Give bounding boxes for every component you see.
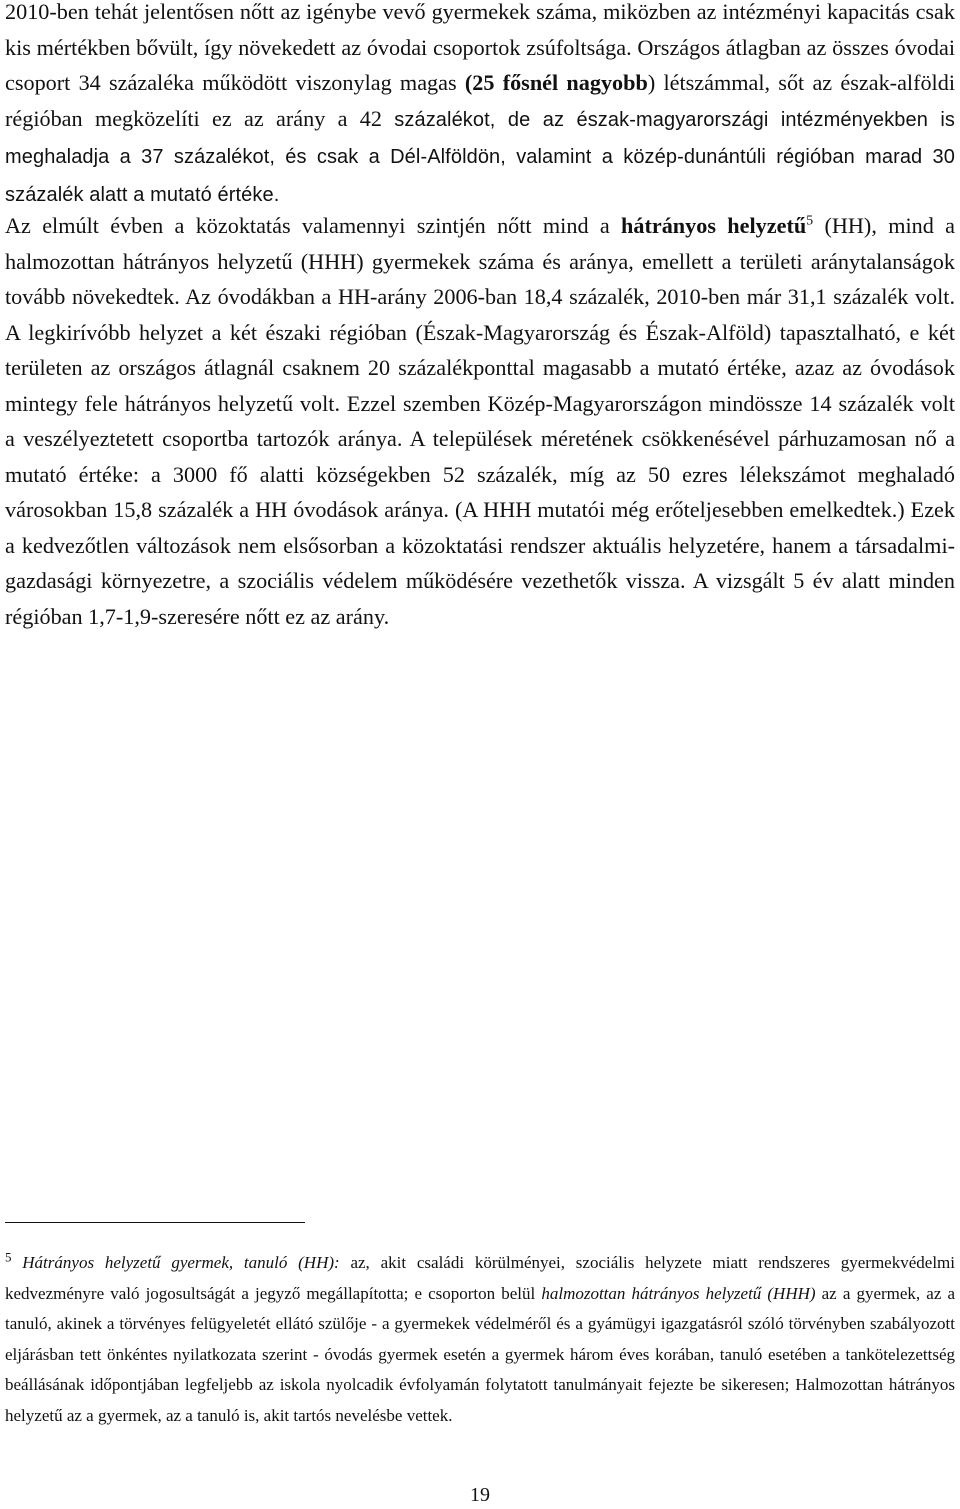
footnote-text-a: az, akit családi körülményei, szociális helyzete miatt rendszeres gyermekvédelmi kedvezményre való jogosultságát a jegyző megállapította; e csoporton belül <box>5 1253 955 1303</box>
footnote-term-hh: Hátrányos helyzetű gyermek, tanuló (HH): <box>22 1253 340 1272</box>
footnote-term-hhh: halmozottan hátrányos helyzetű (HHH) <box>541 1283 816 1303</box>
footnote-reference[interactable]: 5 <box>806 213 814 229</box>
paragraph-2-bold-term: hátrányos helyzetű <box>621 213 807 238</box>
footnote-separator <box>5 1222 305 1223</box>
paragraph-1-text-b: ) létszámmal, sőt az észak-alföldi régióban megközelíti ez az arány a 42 <box>5 70 955 131</box>
footnote-text-b: az a gyermek, az a tanuló, akinek a törvényes felügyeletét ellátó szülője - a gyermekek védelméről és a gyámügyi igazgatásról szóló törvényben szabályozott eljárásban tett önkéntes nyilatkozata szerint - óvodás gyermek esetén a gyermek három éves korában, tanuló esetében a tankötelezettség beállásának időpontjában legfeljebb az iskola nyolcadik évfolyamán folytatott tanulmányait fejezte be sikeresen; Halmozottan hátrányos helyzetű az a gyermek, az a tanuló is, akit tartós nevelésbe vettek. <box>5 1283 956 1425</box>
paragraph-2 <box>5 208 955 634</box>
paragraph-2-text-b: (HH), mind a halmozottan hátrányos helyzetű (HHH) gyermekek száma és aránya, emellett a területi aránytalanságok tovább növekedtek. Az óvodákban a HH-arány 2006-ban 18,4 százalék, 2010-ben már 31,1 százalék volt. A legkirívóbb helyzet a két északi régióban (Észak-Magyarország és Észak-Alföld) tapasztalható, e két területen az országos átlagnál csaknem 20 százalékponttal magasabb a mutató értéke, azaz az óvodások mintegy fele hátrányos helyzetű volt. Ezzel szemben Közép-Magyarországon mindössze 14 százalék volt a veszélyeztetett csoportba tartozók aránya. A települések méretének csökkenésével párhuzamosan nő a mutató értéke: a 3000 fő alatti községekben 52 százalék, míg az 50 ezres lélekszámot meghaladó városokban 15,8 százalék a HH óvodások aránya. (A HHH mutatói még erőteljesebben emelkedtek.) Ezek a kedvezőtlen változások nem elsősorban a közoktatási rendszer aktuális helyzetére, hanem a társadalmi-gazdasági környezetre, a szociális védelem működésére vezethetők vissza. A vizsgált 5 év alatt minden régióban 1,7-1,9-szeresére nőtt ez az arány. <box>5 213 955 629</box>
paragraph-1-text-c: százalékot, de az észak-magyarországi intézményekben is meghaladja a 37 százalékot, és csak a Dél-Alföldön, valamint a közép-dunántúli régióban marad 30 százalék alatt a mutató értéke. <box>5 108 955 206</box>
page-number: 19 <box>470 1484 490 1506</box>
footnote-mark: 5 <box>5 1249 12 1265</box>
paragraph-2-text-a: Az elmúlt évben a közoktatás valamennyi szintjén nőtt mind a <box>5 213 622 238</box>
footnote <box>5 1248 955 1431</box>
paragraph-1-bold-phrase: (25 fősnél nagyobb <box>464 70 648 95</box>
paragraph-1 <box>5 0 955 213</box>
paragraph-1-text-a: 2010-ben tehát jelentősen nőtt az igénybe vevő gyermekek száma, miközben az intézményi kapacitás csak kis mértékben bővült, így növekedett az óvodai csoportok zsúfoltsága. Országos átlagban az összes óvodai csoport 34 százaléka működött viszonylag magas <box>5 0 955 95</box>
